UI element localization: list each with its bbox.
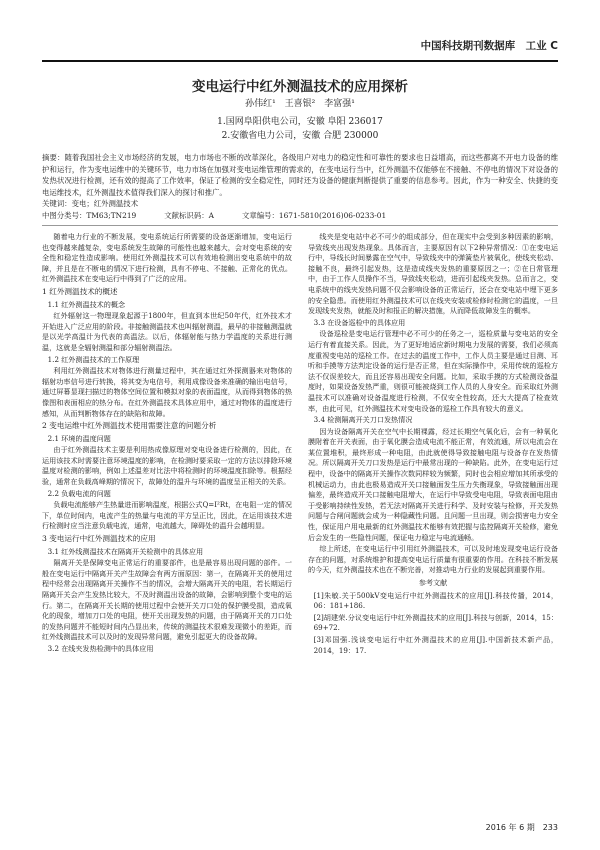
- subsection-heading: 1.1 红外测温技术的概念: [47, 299, 126, 309]
- journal-header: [0, 30, 600, 60]
- clc-number: 中图分类号：TM63;TN219: [42, 211, 137, 220]
- section-heading: 3 变电运行中红外测温技术的应用: [42, 534, 156, 544]
- paragraph: 负载电流能够产生热量进而影响温度，根据公式Q=I²Rt，在电阻一定的情况下，单位时间内，电流产生的热量与电流的平方呈正比，因此，在运用该技术进行检测时应当注意负载电流，通常，电流越大，障碍处的温升会越明显。: [42, 500, 292, 531]
- subsection-heading: 3.4 检测隔离开关刀口发热情况: [313, 415, 413, 425]
- article-meta: [42, 210, 558, 221]
- subsection-heading: 3.1 红外线测温技术在隔离开关检测中的具体应用: [47, 546, 204, 556]
- meta-rule: [42, 225, 558, 226]
- paragraph: 设备巡检是变电运行管理中必不可少的任务之一，巡检质量与变电站的安全运行有着直接关系。因此，为了更好地适应新时期电力发展的需要，我们必须高度重视变电站的巡检工作。在过去的温度工作中，工作人员主要是通过目测、耳听和手摸等方法判定设备的运行是否正常，但在实际操作中，采用传统的巡检方法不仅误差较大，而且还容易出现安全问题。比如，采取手摸的方式检测设备温度时，如果设备发热严重，则很可能被烧到工作人员的人身安全。而采取红外测温技术可以准确对设备温度进行检测，不仅安全性较高，还大大提高了检查效率，由此可见，红外测温技术对变电设备的巡检工作具有较大的意义。: [308, 329, 558, 413]
- subsection-heading: 2.1 环境的温度问题: [47, 433, 111, 443]
- right-column: [308, 232, 558, 657]
- section-heading: 1 红外测温技术的概述: [42, 286, 118, 296]
- paper-title: 变电运行中红外测温技术的应用探析: [192, 79, 408, 95]
- paragraph: 隔离开关是保障变电正常运行的重要部件，也是最容易出现问题的部件。一般在变电运行中隔离开关产生故障会有两方面原因：第一，在隔离开关的使用过程中经常会出现隔离开关操作不当的情况，会增大隔离开关的电阻，若长期运行隔离开关会产生发热比较大，不及时测温出设备的故障，会影响到整个变电的运行。第二，在隔离开关长期的使用过程中会使开关刀口处的保护膜受损，造成氧化的现象，增加刀口处的电阻，使开关出现发热的问题，由于隔离开关的刀口处的发热问题并不能短时间内凸显出来，传统的测温技术很难发现微小的差距，而红外线测温技术可以及时的发现异常问题，避免引起更大的设备故障。: [42, 558, 292, 642]
- reference-item: [1]朱敏.关于500kV变电运行中红外测温技术的应用[J].科技传播，2014，06：181+186.: [313, 590, 558, 611]
- author-list: 孙伟红¹ 王喜银² 李富强¹: [245, 99, 355, 109]
- references-title: 参考文献: [418, 578, 448, 587]
- paragraph: 由于红外测温技术主要是利用热成像原理对变电设备进行检测的，因此，在运用该技术时需要注意环境温度的影响，在检测时要采取一定的方法以排除环境温度对检测的影响，例如上述温差对比法中将检测时的环境温度扣除等。根据经验，通常在负载高峰期的情况下，故障处的温升与环境的温度呈正相关的关系。: [42, 445, 292, 487]
- page-footer: 2016 年 6 期 233: [485, 823, 558, 832]
- left-column: [42, 232, 292, 656]
- journal-name: 中国科技期刊数据库 工业 C: [420, 40, 558, 52]
- paragraph: 随着电力行业的不断发展，变电系统运行所需要的设备逐渐增加，变电运行也变得越来越复杂，变电系统发生故障的可能性也越来越大，会对变电系统的安全性和稳定性造成影响。使用红外测温技术可以有效地检测出变电系统中的故障，并且是在不断电的情况下进行检测，具有不停电、不接触、正常化的优点。红外测温技术在变电运行中得到了广泛的应用。: [42, 232, 292, 284]
- subsection-heading: 1.2 红外测温技术的工作原理: [47, 354, 140, 364]
- paragraph: 线夹是变电站中必不可少的组成部分，但在现实中会受到多种因素的影响，导致线夹出现发热现象。具体而言，主要原因有以下2种异常情况：①在变电运行中，导线长时间暴露在空气中，导致线夹中的弹簧垫片被氧化，使线夹松动、接触不良，最终引起发热，这是造成线夹发热的重要原因之一；②在日常管理中，由于工作人员操作不当，导致线夹松动，进而引起线夹发热。总而言之，变电系统中的线夹发热问题不仅会影响设备的正常运行，还会在变电站中埋下更多的安全隐患。而使用红外测温技术可以在线夹安装或检修时检测它的温度，一旦发现线夹发热，就能及时和报正的解决措施，从而降低故障发生的概率。: [308, 232, 558, 316]
- article-number: 文章编号：1671-5810(2016)06-0233-01: [241, 211, 387, 220]
- reference-item: [2]胡建荣.分议变电运行中红外测温技术的应用[J].科技与创新，2014，15：69+72.: [313, 612, 558, 633]
- paragraph: 因为设备隔离开关在空气中长期裸露，经过长期空气氧化后，会有一种氧化膜附着在开关表面，由于氧化膜会造成电流不能正常，有效流通，所以电流会在某位置堆积，最终形成一种电阻，由此就使得导致接触电阻与设备存在发热情况。所以隔离开关刀口发热是运行中最常出现的一种缺陷。此外，在变电运行过程中，设备中的隔离开关操作次数同样较为频繁，同时也会相应增加其所承受的机械运动力，由此也极易造成开关口接触面发生压力失衡现象，导致接触面出现偏差，最终造成开关口接触电阻增大，在运行中导致受电电阻，导致表面电阻由于受影响持续性发热，若无法对隔离开关进行科学、及时安装与检修，开关发热问题与合闸问题就会成为一种隐藏性问题。且问题一旦出现，则会损害电力安全性，保证用户用电最新的红外测温技术能够有效把握与监控隔离开关检修，避免后会发生的一些隐性问题，保证电力稳定与电流通畅。: [308, 426, 558, 542]
- abstract: 摘要：随着我国社会主义市场经济的发展，电力市场也不断的改革深化，各级用户对电力的稳定性和可靠性的要求也日益增高，而这些都离不开电力设备的维护和运行，作为变电运维中的关键环节，电力市场在加强对变电运维管理的需求的，在变电运行当中，红外测温不仅能够在不接触、不停电的情况下对设备的发热状况进行检测，还有效的提高了工作效率，保证了检测的安全稳定性，同时还为设备的健康判断提供了重要的信息参考。因此，作为一种安全、快捷的变电运维技术，红外测温技术值得我们深入的探讨和推广。: [42, 153, 558, 197]
- subsection-heading: 2.2 负载电流的问题: [47, 488, 111, 498]
- subsection-heading: 3.2 在线夹发热检测中的具体应用: [47, 643, 154, 653]
- section-heading: 2 变电运维中红外测温技术使用需要注意的问题分析: [42, 421, 217, 431]
- paragraph: 综上所述，在变电运行中引用红外测温技术，可以及时地发现变电运行设备存在的问题，对系统维护和提高变电运行质量有很重要的作用。在科技不断发展的今天，红外测温技术也在不断完善，对推动电力行业的发展起到重要作用。: [308, 544, 558, 575]
- reference-item: [3]邓国强.浅谈变电运行中红外测温技术的应用[J].中国新技术新产品，2014，19：17.: [313, 634, 558, 655]
- affiliation-1: 1.国网阜阳供电公司，安徽 阜阳 236017: [217, 117, 383, 127]
- header-rule: [42, 60, 558, 62]
- affiliation-2: 2.安徽省电力公司，安徽 合肥 230000: [221, 131, 379, 141]
- paragraph: 红外辐射这一物理现象起源于1800年，但直到本世纪50年代，红外技术才开始进入广泛应用的阶段。非接触测温技术也叫辐射测温，最早的非接触测温就是以光学高温计为代表的高温法。以后，体辐射能与热力学温度的关系进行测温，这就是全辐射测温和部分辐射测温法。: [42, 311, 292, 352]
- keywords: 关键词：变电；红外测温技术: [42, 199, 139, 208]
- document-code: 文献标识码：A: [164, 211, 214, 220]
- paragraph: 利用红外测温技术对物体进行测量过程中，其在通过红外探测器来对物体的辐射功率信号进行转换，将其变为电信号，利用成像设备来准确的输出电信号，通过屏幕显现扫描过的物体空间位置和模拟对象的表面温度，从而得到物体的热像图和表面相应的热分布。在红外测温技术具体应用中，通过对物体的温度进行感知，从而判断物体存在的缺陷和故障。: [42, 366, 292, 418]
- subsection-heading: 3.3 在设备巡检中的具体应用: [313, 317, 406, 327]
